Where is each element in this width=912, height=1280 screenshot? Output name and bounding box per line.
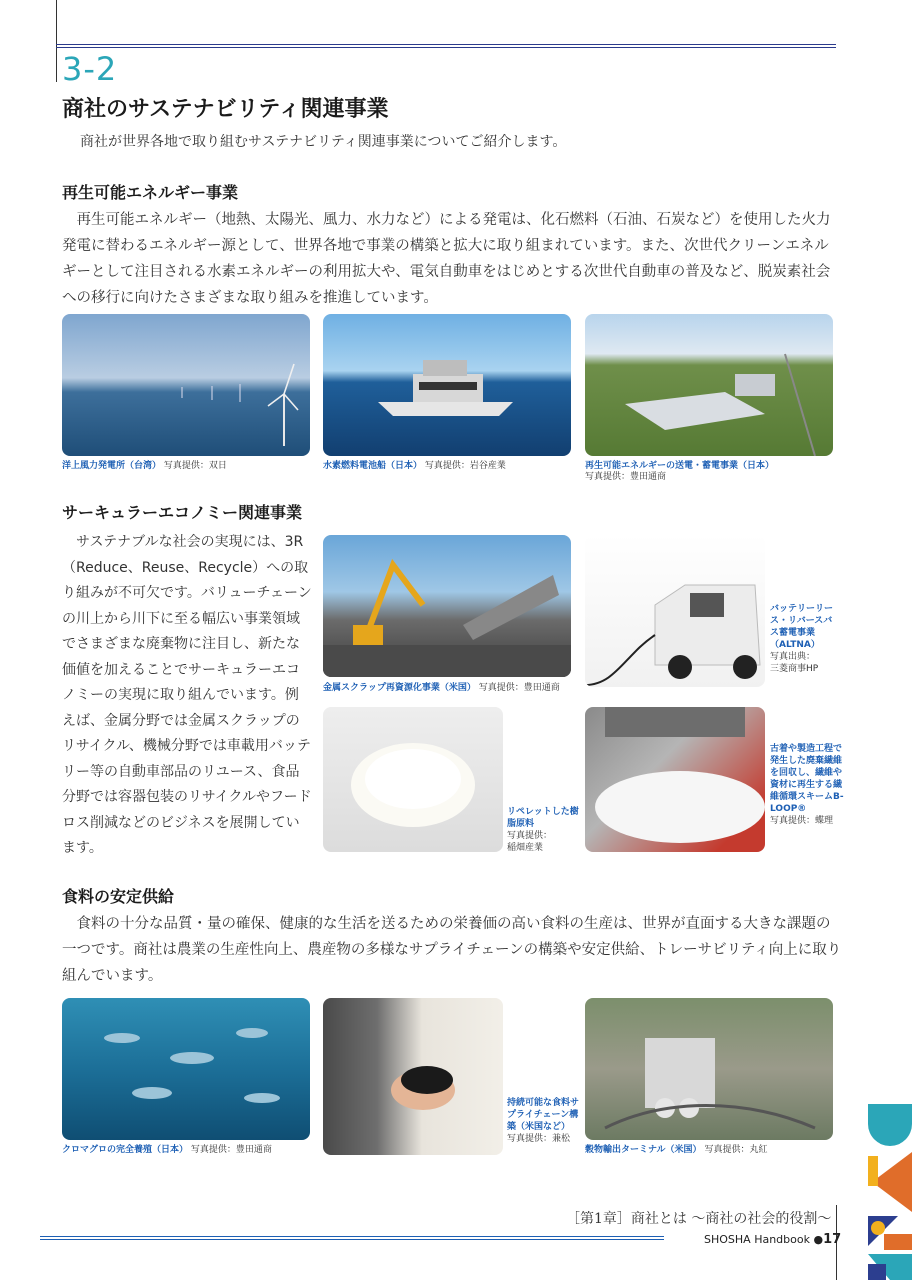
fish-icon — [62, 998, 310, 1140]
offshore-wind-caption — [62, 461, 322, 472]
grain-terminal-photo — [585, 998, 833, 1140]
circular-body: サステナブルな社会の実現には、3R（Reduce、Reuse、Recycle）への取り組みが不可欠です。バリューチェーンの川上から川下に至る幅広い事業領域でさまざまな廃棄物に注目し、新たな価値を加えることでサーキュラーエコノミーの実現に取り組んでいます。例えば、金属分野では金属スクラップのリサイクル、機械分野では車載用バッテリー等の自動車部品のリユース、食品分野では容器包装のリサイクルやフードロス削減などのビジネスを展開しています。 — [62, 534, 312, 856]
footer-rule-top — [40, 1236, 664, 1237]
grain-terminal-caption — [585, 1145, 845, 1156]
excavator-icon — [323, 535, 571, 677]
header-rule-top — [56, 44, 836, 45]
lead-text: 商社が世界各地で取り組むサステナビリティ関連事業についてご紹介します。 — [80, 134, 567, 150]
pellets-icon — [323, 707, 503, 852]
photo-title: 洋上風力発電所（台湾） — [62, 461, 162, 471]
photo-title: 持続可能な食料サプライチェーン構築（米国など） — [507, 1098, 580, 1132]
food-body: 食料の十分な品質・量の確保、健康的な生活を送るための栄養価の高い食料の生産は、世界が直面する大きな課題の一つです。商社は農業の生産性向上、農産物の多様なサプライチェーンの構築や安定供給、トレーサビリティ向上に取り組んでいます。 — [62, 916, 842, 984]
tuna-farming-photo — [62, 998, 310, 1140]
photo-title: バッテリーリース・リバースバス蓄電事業（ALTNA） — [770, 604, 834, 650]
offshore-wind-photo — [62, 314, 310, 456]
ship-icon — [323, 314, 571, 456]
section-number: 3-2 — [62, 50, 118, 88]
header-vertical-rule — [56, 0, 57, 82]
page-title: 商社のサステナビリティ関連事業 — [62, 97, 389, 122]
photo-credit: 写真提供：兼松 — [507, 1134, 571, 1144]
bullet-icon: ● — [813, 1233, 824, 1246]
fiber-recycling-photo — [585, 707, 765, 852]
resin-pellets-photo — [323, 707, 503, 852]
photo-title: 再生可能エネルギーの送電・蓄電事業（日本） — [585, 461, 775, 471]
wind-turbine-icon — [62, 314, 310, 456]
renewable-heading: 再生可能エネルギー事業 — [62, 183, 239, 202]
photo-credit: 写真提供：岩谷産業 — [424, 461, 506, 471]
grid-storage-caption — [585, 461, 845, 483]
circular-heading: サーキュラーエコノミー関連事業 — [62, 503, 303, 522]
footer-rule-bottom — [40, 1239, 664, 1240]
photo-title: 水素燃料電池船（日本） — [323, 461, 423, 471]
photo-title: 穀物輸出ターミナル（米国） — [585, 1145, 702, 1155]
ev-van-photo — [585, 535, 765, 687]
hydrogen-ship-caption — [323, 461, 583, 472]
photo-credit: 写真提供：蝶理 — [770, 816, 834, 826]
food-supply-caption — [507, 1097, 579, 1145]
metal-scrap-caption — [323, 683, 583, 694]
facility-icon — [585, 314, 833, 456]
photo-credit-label: 写真出典： — [770, 652, 816, 662]
ev-van-icon — [585, 535, 765, 687]
photo-credit: 写真提供：双日 — [163, 461, 227, 471]
page-number: 17 — [823, 1232, 842, 1247]
photo-credit: 写真提供：丸紅 — [704, 1145, 768, 1155]
photo-title: 金属スクラップ再資源化事業（米国） — [323, 683, 476, 693]
photo-credit: 写真提供：豊田通商 — [478, 683, 560, 693]
footer-chapter-title: ［第1章］商社とは ～商社の社会的役割～ — [566, 1211, 832, 1227]
resin-pellets-caption — [507, 806, 579, 854]
decorative-pattern — [864, 1104, 912, 1280]
footer-book-info — [704, 1232, 841, 1247]
food-heading: 食料の安定供給 — [62, 887, 175, 906]
photo-title: リペレットした樹脂原料 — [507, 807, 579, 829]
photo-credit: 三菱商事HP — [770, 664, 819, 674]
tuna-farming-caption — [62, 1145, 322, 1156]
photo-title: クロマグロの完全養殖（日本） — [62, 1145, 189, 1155]
photo-title: 古着や製造工程で発生した廃棄繊維を回収し、繊維や資材に再生する繊維循環スキームB-LOOP® — [770, 744, 844, 814]
photo-credit-label: 写真提供： — [507, 831, 553, 841]
book-title: SHOSHA Handbook — [704, 1233, 810, 1246]
fiber-icon — [585, 707, 765, 852]
food-supply-photo — [323, 998, 503, 1155]
silo-icon — [585, 998, 833, 1140]
grid-storage-photo — [585, 314, 833, 456]
photo-credit: 写真提供：豊田通商 — [190, 1145, 272, 1155]
fiber-recycling-caption — [770, 743, 844, 827]
metal-scrap-photo — [323, 535, 571, 677]
photo-credit: 稲畑産業 — [507, 843, 544, 853]
ev-van-caption — [770, 603, 840, 675]
header-rule-bottom — [56, 47, 836, 48]
hydrogen-ship-photo — [323, 314, 571, 456]
soil-icon — [323, 998, 503, 1155]
renewable-body: 再生可能エネルギー（地熱、太陽光、風力、水力など）による発電は、化石燃料（石油、石炭など）を使用した火力発電に替わるエネルギー源として、世界各地で事業の構築と拡大に取り組まれています。また、次世代クリーンエネルギーとして注目される水素エネルギーの利用拡大や、電気自動車をはじめとする次世代自動車の普及など、脱炭素社会への移行に向けたさまざまな取り組みを推進しています。 — [62, 212, 831, 306]
photo-credit: 写真提供：豊田通商 — [585, 472, 667, 482]
